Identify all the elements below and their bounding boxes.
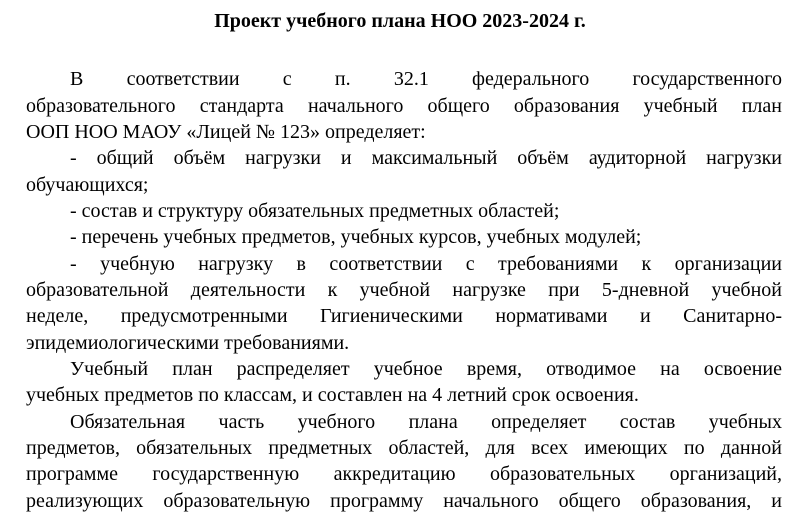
list-item-line: - состав и структуру обязательных предметных областей; [70,200,560,222]
paragraph-line: ООП НОО МАОУ «Лицей № 123» определяет: [26,121,426,143]
paragraph-line: учебных предметов по классам, и составлен на 4 летний срок освоения. [26,384,639,406]
list-item-line: неделе, предусмотренными Гигиеническими нормативами и Санитарно- [26,305,782,327]
list-item-line: обучающихся; [26,174,149,196]
list-item-line: - общий объём нагрузки и максимальный объём аудиторной нагрузки [70,147,782,169]
list-item-line: эпидемиологическими требованиями. [26,332,350,354]
paragraph-line: реализующих образовательную программу начального общего образования, и [26,490,782,512]
paragraph-line: программе государственную аккредитацию образовательных организаций, [26,463,782,485]
list-item-line: - перечень учебных предметов, учебных курсов, учебных модулей; [70,226,642,248]
paragraph-line: предметов, обязательных предметных областей, для всех имеющих по данной [26,437,782,459]
document-title: Проект учебного плана НОО 2023-2024 г. [214,10,586,32]
paragraph-line: образовательного стандарта начального общего образования учебный план [26,95,782,117]
list-item-line: образовательной деятельности к учебной нагрузке при 5-дневной учебной [26,279,782,301]
paragraph-line: Обязательная часть учебного плана определяет состав учебных [70,411,782,433]
paragraph-line: В соответствии с п. 32.1 федерального государственного [70,68,782,90]
paragraph-line: Учебный план распределяет учебное время, отводимое на освоение [70,358,782,380]
list-item-line: - учебную нагрузку в соответствии с требованиями к организации [70,253,782,275]
